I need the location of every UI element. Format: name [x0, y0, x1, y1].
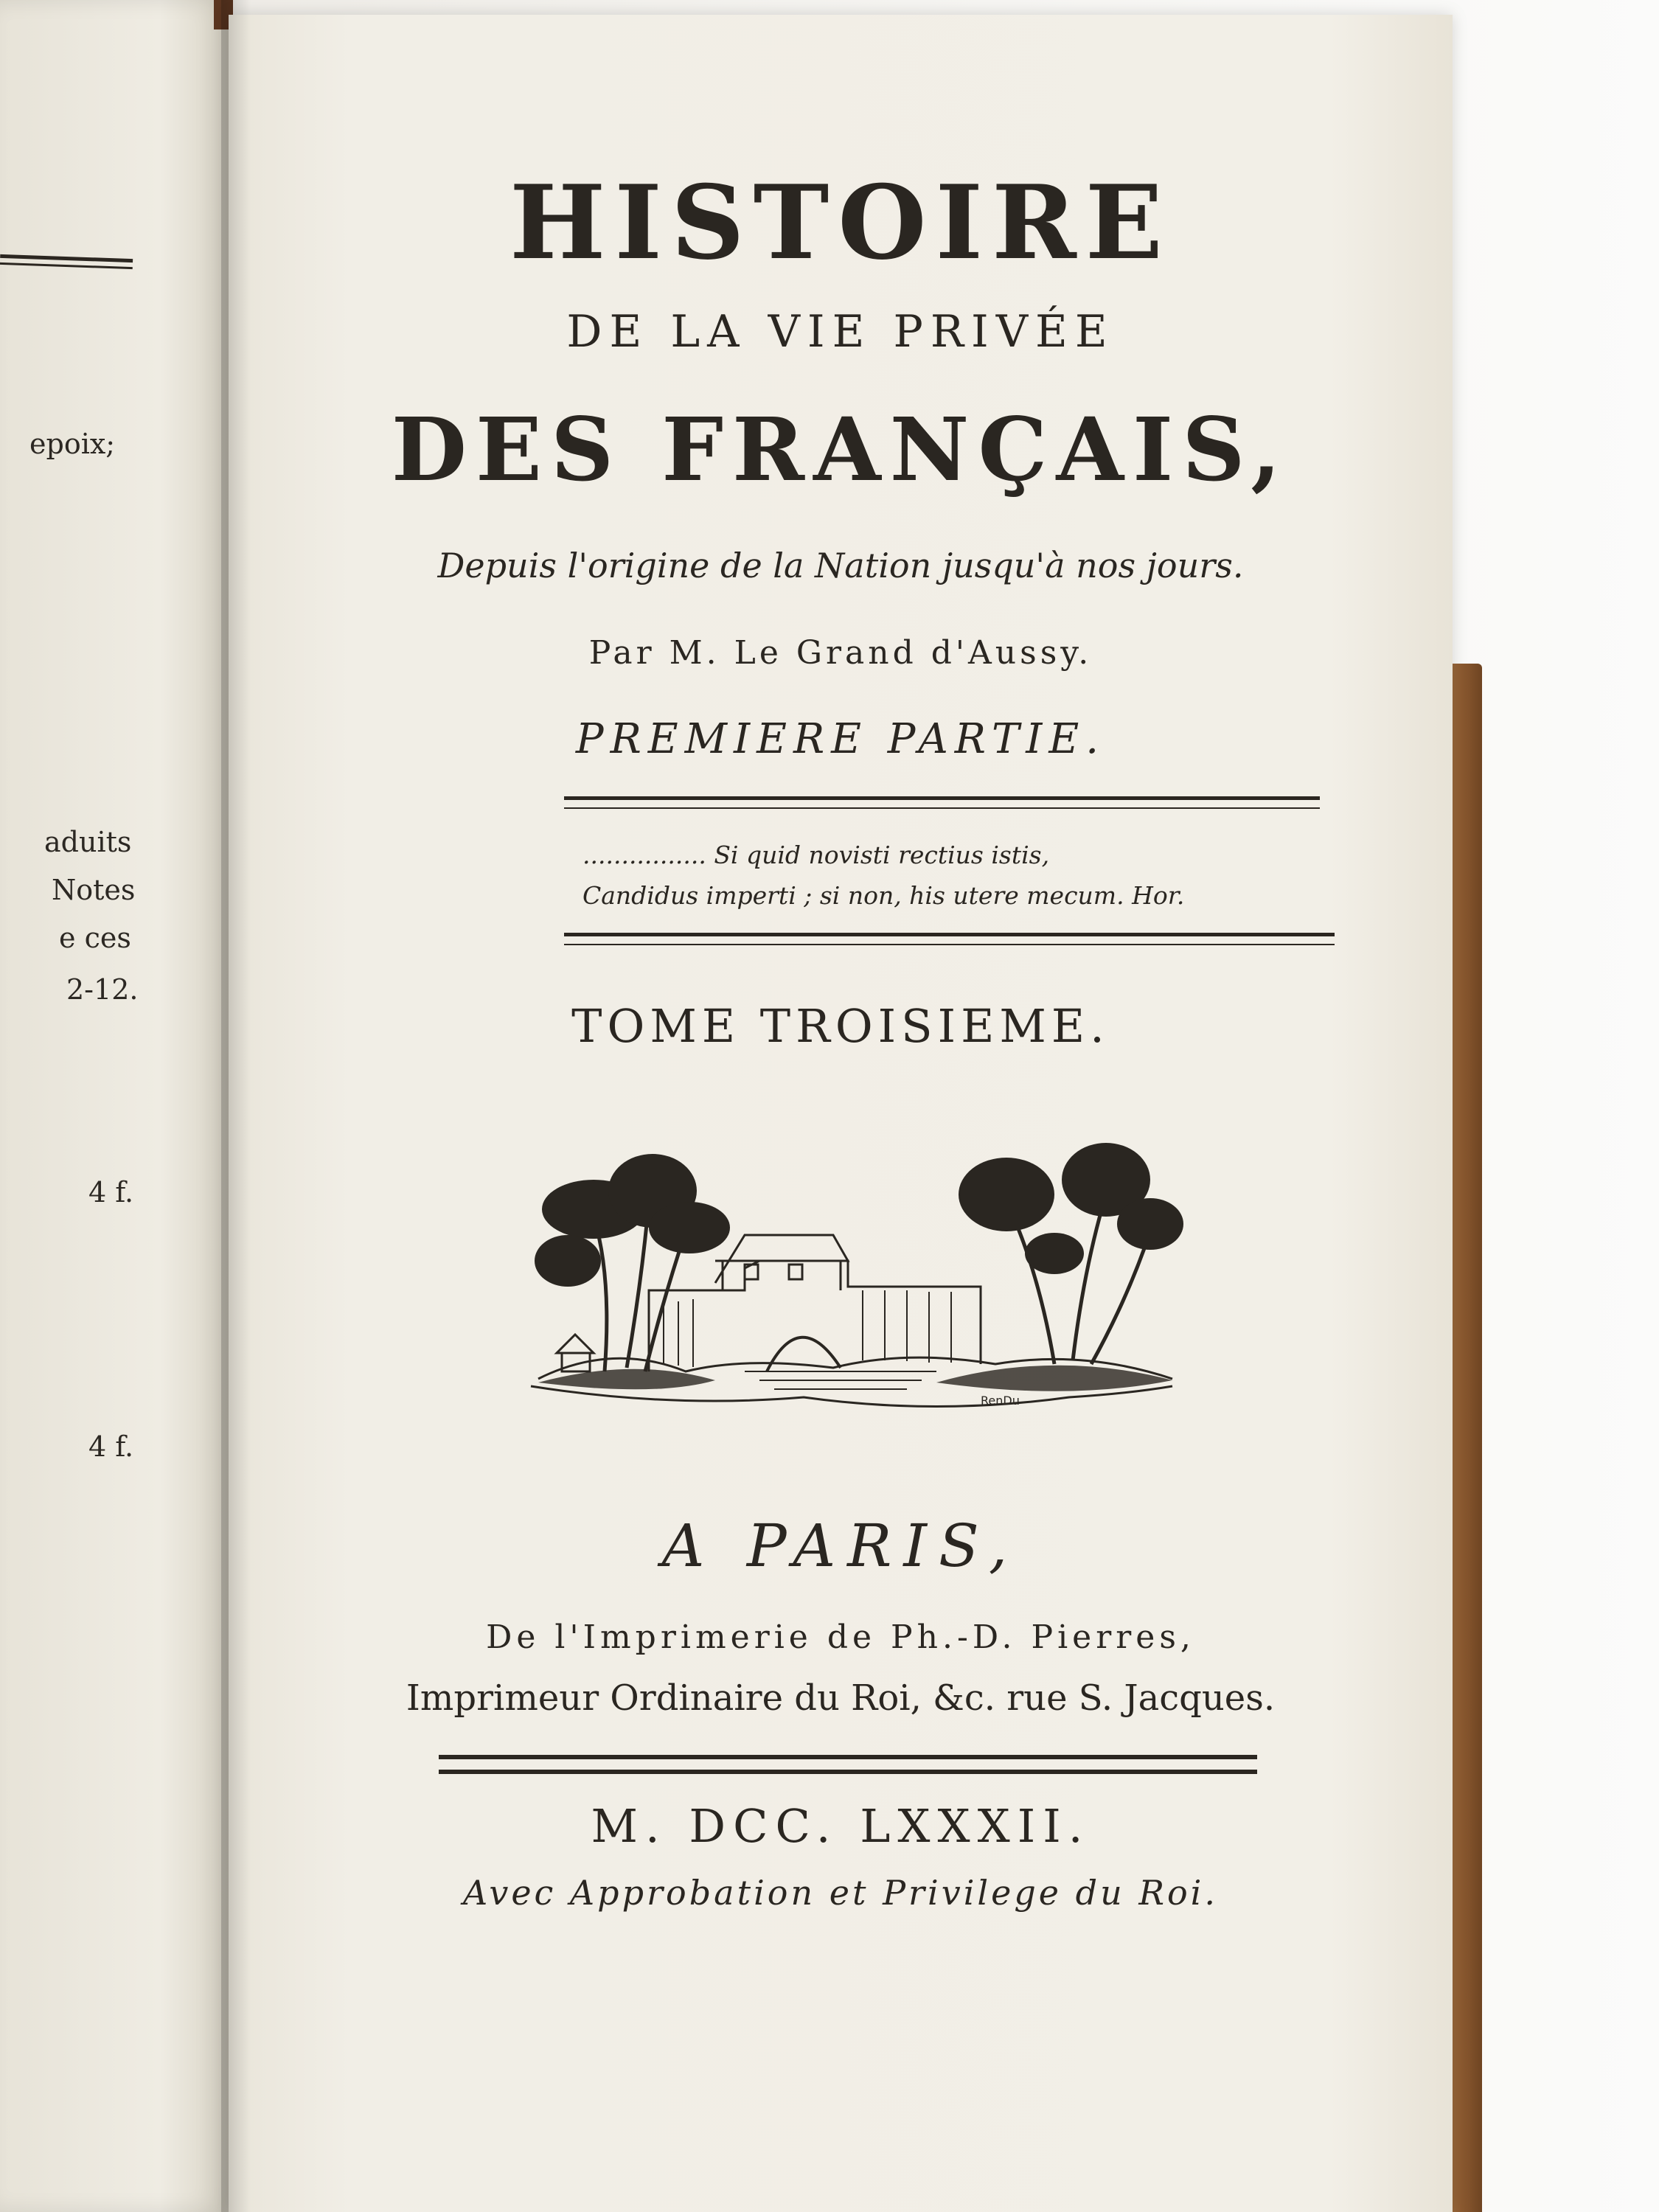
epigraph-rule-top [564, 796, 1320, 809]
book-gutter [221, 0, 251, 2212]
printer-line-1: De l'Imprimerie de Ph.-D. Pierres, [486, 1618, 1195, 1656]
epigraph-rule-bottom [564, 933, 1335, 945]
epigraph-line-2: Candidus imperti ; si non, his utere mecum. Hor. [582, 881, 1185, 910]
left-page [0, 0, 229, 2212]
volume-line: TOME TROISIEME. [571, 999, 1110, 1053]
imprint-rule [439, 1755, 1257, 1774]
privilege-line: Avec Approbation et Privilege du Roi. [462, 1873, 1219, 1913]
city-line: A PARIS, [661, 1512, 1020, 1580]
left-page-fragment: aduits [44, 826, 132, 858]
left-page-fragment: e ces [59, 922, 131, 954]
left-page-rule [0, 254, 133, 269]
engraver-signature: RenDu [981, 1394, 1020, 1408]
subtitle-line-2: DES FRANÇAIS, [391, 398, 1290, 501]
part-line: PREMIERE PARTIE. [575, 715, 1106, 763]
title-page [229, 15, 1453, 2212]
author-line: Par M. Le Grand d'Aussy. [588, 634, 1093, 672]
subtitle-line-1: DE LA VIE PRIVÉE [566, 306, 1115, 358]
left-page-fragment: 4 f. [88, 1430, 134, 1463]
printer-line-2: Imprimeur Ordinaire du Roi, &c. rue S. Jacques. [406, 1677, 1276, 1719]
left-page-fragment: 2-12. [66, 973, 139, 1006]
epigraph-line-1: ................ Si quid novisti rectius istis, [582, 841, 1050, 869]
tagline: Depuis l'origine de la Nation jusqu'à nos jours. [437, 546, 1244, 585]
left-page-fragment: 4 f. [88, 1176, 134, 1208]
book-title: HISTOIRE [509, 162, 1172, 282]
left-page-fragment: Notes [52, 874, 136, 906]
left-page-fragment: epoix; [29, 428, 116, 460]
landscape-vignette [524, 1106, 1187, 1430]
year-line: M. DCC. LXXXII. [591, 1799, 1091, 1853]
